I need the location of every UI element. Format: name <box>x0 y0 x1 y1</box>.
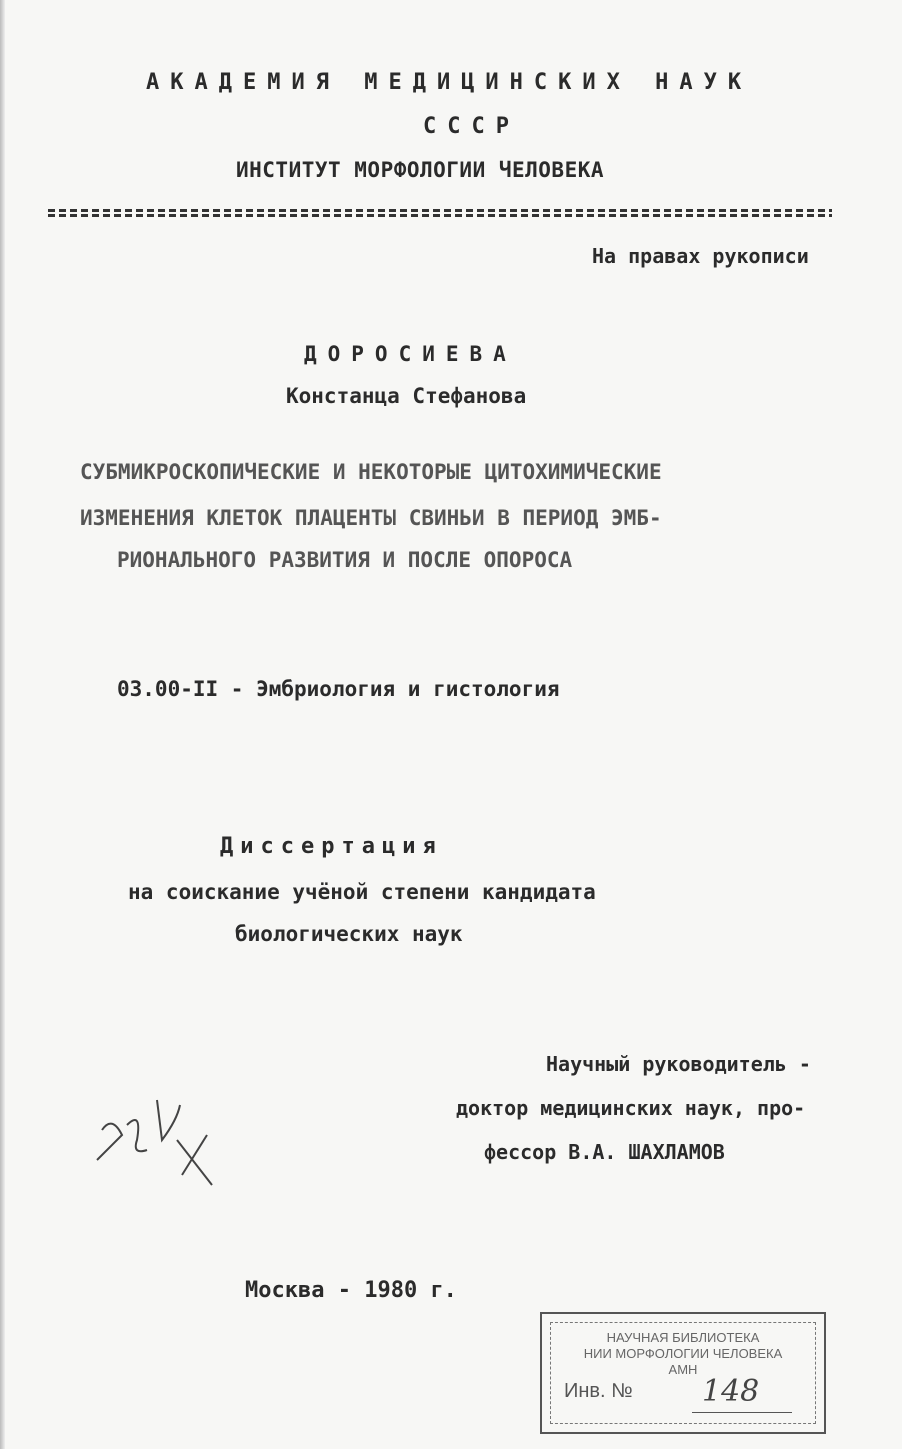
handwritten-mark-drawing <box>82 1080 232 1190</box>
thesis-title-line-3: РИОНАЛЬНОГО РАЗВИТИЯ И ПОСЛЕ ОПОРОСА <box>117 548 573 572</box>
stamp-line-2: НИИ МОРФОЛОГИИ ЧЕЛОВЕКА <box>583 1346 783 1361</box>
author-name: Констанца Стефанова <box>286 384 527 408</box>
author-surname: ДОРОСИЕВА <box>304 342 517 366</box>
institute-heading: ИНСТИТУТ МОРФОЛОГИИ ЧЕЛОВЕКА <box>236 158 605 182</box>
thesis-title-line-1: СУБМИКРОСКОПИЧЕСКИЕ И НЕКОТОРЫЕ ЦИТОХИМИЧЕСКИЕ <box>80 460 662 484</box>
stamp-underline <box>692 1412 792 1413</box>
supervisor-line-3: фессор В.А. ШАХЛАМОВ <box>484 1140 725 1164</box>
stamp-inv-label: Инв. № <box>564 1380 633 1402</box>
supervisor-line-1: Научный руководитель - <box>546 1052 811 1076</box>
city-year: Москва - 1980 г. <box>245 1278 457 1303</box>
dissertation-field: биологических наук <box>235 922 463 946</box>
thesis-title-line-2: ИЗМЕНЕНИЯ КЛЕТОК ПЛАЦЕНТЫ СВИНЬИ В ПЕРИОД ЭМБ- <box>80 506 662 530</box>
handwritten-mark <box>82 1080 232 1194</box>
stamp-line-3: АМН <box>668 1362 698 1377</box>
academy-heading: АКАДЕМИЯ МЕДИЦИНСКИХ НАУК <box>146 70 753 95</box>
scan-edge <box>0 0 5 1449</box>
dissertation-label: Диссертация <box>220 834 443 859</box>
country-heading: СССР <box>423 114 520 139</box>
stamp-line-1: НАУЧНАЯ БИБЛИОТЕКА <box>606 1330 760 1345</box>
supervisor-line-2: доктор медицинских наук, про- <box>456 1096 806 1120</box>
rights-note: На правах рукописи <box>592 244 809 268</box>
stamp-inv-number: 148 <box>702 1374 760 1409</box>
dashed-divider <box>48 208 832 218</box>
dissertation-degree: на соискание учёной степени кандидата <box>128 880 596 904</box>
library-stamp <box>540 1312 826 1434</box>
specialty-code: 03.00-II - Эмбриология и гистология <box>117 677 560 701</box>
